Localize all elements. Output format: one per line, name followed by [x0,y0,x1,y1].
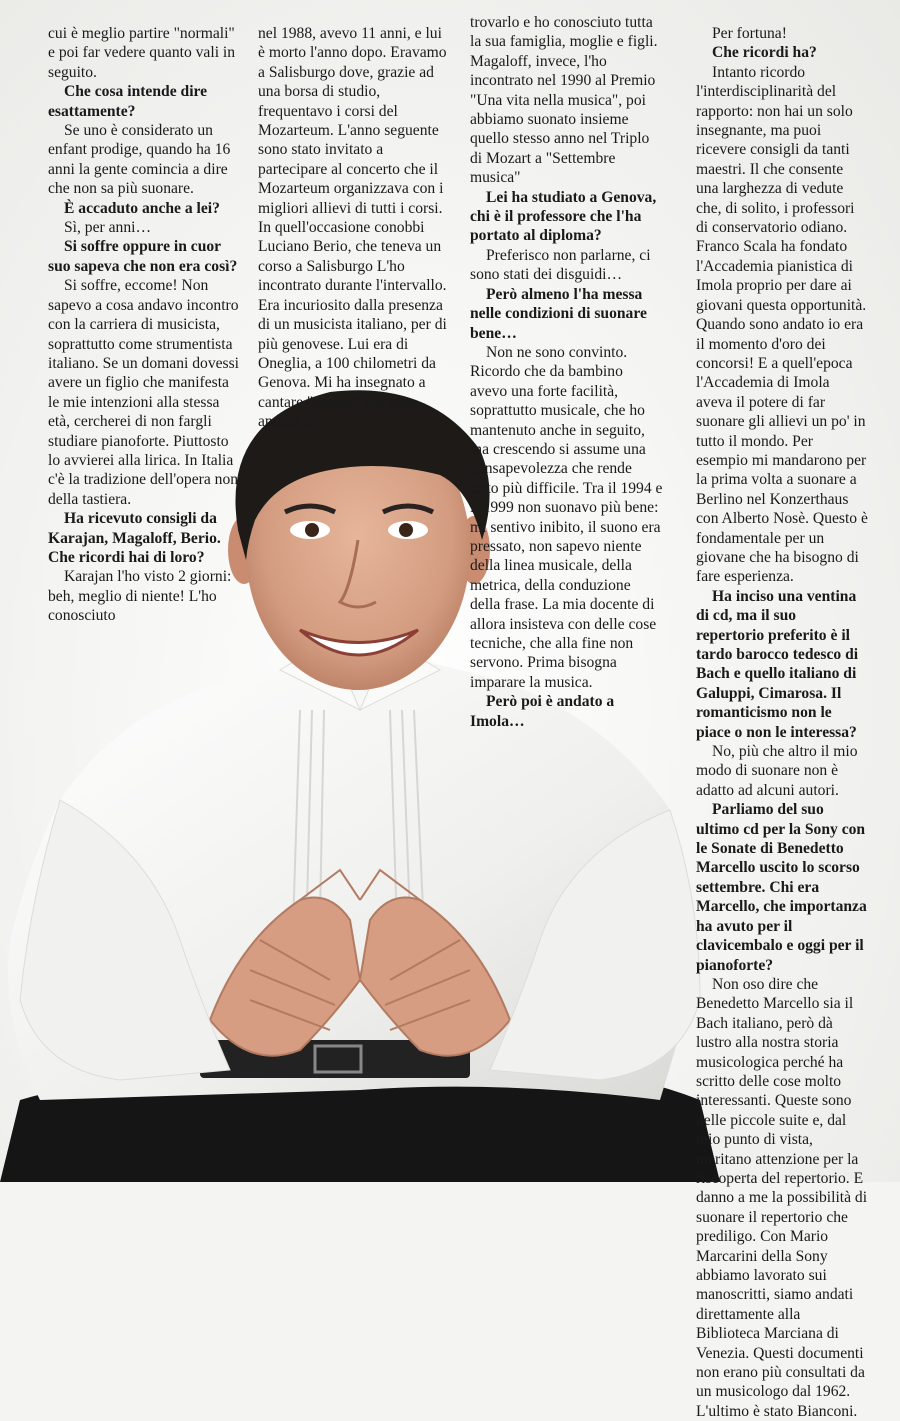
interview-question: Ha inciso una ventina di cd, ma il suo repertorio preferito è il tardo barocco tedesco di Bach e quello italiano di Galuppi, Cimarosa. Il romanticismo non le piace o non le interessa? [696,587,859,741]
interview-answer: Non ne sono convinto. Ricordo che da bambino avevo una forte facilità, soprattutto musicale, che ho mantenuto anche in seguito, ma crescendo si assume una consapevolezza che rende tutto più difficile. Tra il 1994 e il 1999 non suonavo più bene: mi sentivo inibito, il suono era pressato, non sapevo niente della linea musicale, della metrica, della conduzione della frase. La mia docente di allora insisteva con delle cose tecniche, che alla fine non servono. Prima bisogna imparare la musica. [470,343,663,691]
interview-answer: Sì, per anni… [64,219,152,237]
interview-question: Ha ricevuto consigli da Karajan, Magaloff, Berio. Che ricordi hai di loro? [48,510,221,566]
interview-question: Lei ha studiato a Genova, chi è il professore che l'ha portato al diploma? [470,188,657,245]
interview-answer: Si soffre, eccome! Non sapevo a cosa andavo incontro con la carriera di musicista, soprattutto come strumentista italiano. Se un domani dovessi avere un figlio che manifesta le mie intenzioni alla stessa età, cercherei di non fargli studiare pianoforte. Piuttosto lo avvierei alla lirica. In Italia c'è la tradizione dell'opera non della tastiera. [48,277,240,508]
text-column-2 [258,24,448,432]
interview-question: Però almeno l'ha messa nelle condizioni di suonare bene… [470,285,647,342]
interview-answer: Per fortuna! [712,25,787,42]
text-column-1 [48,24,240,626]
interview-question: Che cosa intende dire esattamente? [48,83,208,120]
interview-question: Però poi è andato a Imola… [470,693,615,730]
interview-answer: Non oso dire che Benedetto Marcello sia il Bach italiano, però dà lustro alla nostra storia musicologica perché ha scritto delle cose molto interessanti. Queste sono delle piccole suite e, dal mio punto di vista, meritano attenzione per la riscoperta del repertorio. E danno a me la possibilità di suonare il repertorio che prediligo. Con Mario Marcarini della Sony abbiamo lavorato sui manoscritti, siamo andati direttamente alla Biblioteca Marciana di Venezia. Questi documenti non erano più consultati da un musicologo dal 1962. L'ultimo è stato Bianconi. [696,975,868,1420]
interview-answer: Preferisco non parlarne, ci sono stati dei disguidi… [470,246,651,284]
interview-answer: nel 1988, avevo 11 anni, e lui è morto l'anno dopo. Eravamo a Salisburgo dove, grazie ad una borsa di studio, frequentavo i corsi del Mozarteum. L'anno seguente sono stato invitato a partecipare al concerto che il Mozarteum organizzava con i migliori allievi di tutti i corsi. In quell'occasione conobbi Luciano Berio, che teneva un corso a Salisburgo L'ho incontrato durante l'intervallo. Era incuriosito dalla presenza di un musicista italiano, per di più genovese. Lui era di Oneglia, a 100 chilometri da Genova. Mi ha insegnato a cantare "dentro" Poi sono andato a [258,25,447,431]
interview-answer: Se uno è considerato un enfant prodige, quando ha 16 anni la gente comincia a dire che non sa più suonare. [48,122,231,198]
interview-question: Si soffre oppure in cuor suo sapeva che non era così? [48,238,238,275]
interview-answer: trovarlo e ho conosciuto tutta la sua famiglia, moglie e figli. Magaloff, invece, l'ho incontrato nel 1990 al Premio "Una vita nella musica", poi abbiamo suonato insieme quello stesso anno nel Triplo di Mozart a "Settembre musica" [470,14,658,187]
interview-question: È accaduto anche a lei? [64,199,220,217]
interview-answer: cui è meglio partire "normali" e poi far vedere quanto vali in seguito. [48,25,236,81]
interview-question: Parliamo del suo ultimo cd per la Sony con le Sonate di Benedetto Marcello uscito lo scorso settembre. Chi era Marcello, che importanza ha avuto per il clavicembalo e oggi per il pianoforte? [696,801,867,974]
interview-question: Che ricordi ha? [712,44,817,62]
interview-answer: Intanto ricordo l'interdisciplinarità del rapporto: non hai un solo insegnante, ma puoi ricevere consigli da tanti maestri. Il che consente una larghezza di vedute che, di solito, i professori di conservatorio odiano. Franco Scala ha fondato l'Accademia pianistica di Imola proprio per dare ai giovani questa opportunità. Quando sono andato io era il momento d'oro dei concorsi! E a quell'epoca l'Accademia di Imola aveva il potere di far suonare gli allievi un po' in tutto il mondo. Per esempio mi mandarono per la prima volta a suonare a Berlino nel Konzerthaus con Alberto Nosè. Questo è fondamentale per un giovane che ha bisogno di fare esperienza. [696,63,868,586]
interview-answer: Karajan l'ho visto 2 giorni: beh, meglio di niente! L'ho conosciuto [48,568,232,625]
text-column-3 [470,13,663,731]
text-column-4 [696,24,868,1421]
interview-answer: No, più che altro il mio modo di suonare non è adatto ad alcuni autori. [696,743,858,799]
